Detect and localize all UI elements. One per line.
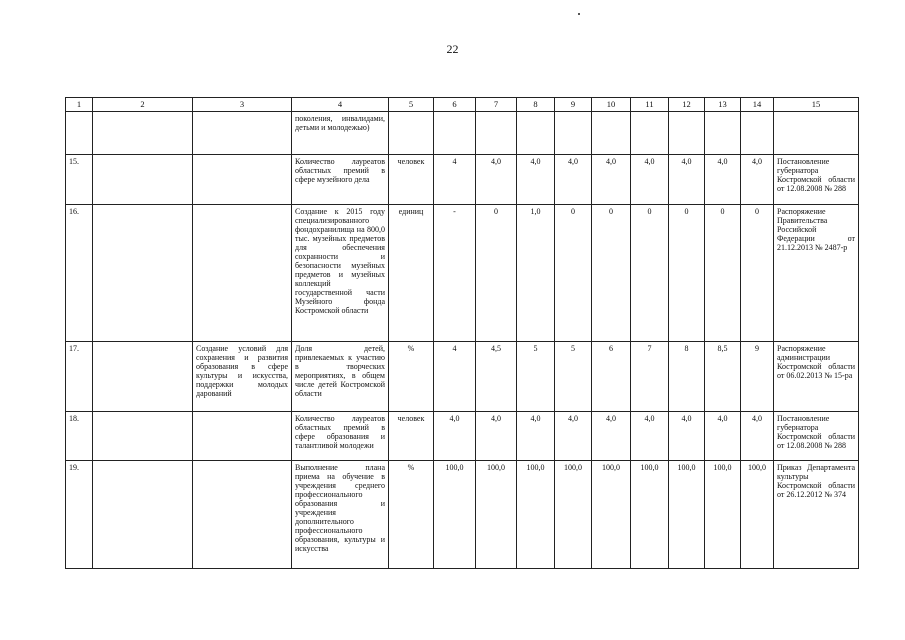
col-header: 13 (705, 98, 741, 112)
value-cell: 4,0 (592, 155, 631, 205)
col-header: 6 (434, 98, 476, 112)
value-cell: 4,0 (434, 412, 476, 461)
value-cell: 0 (669, 205, 705, 342)
table-row (66, 112, 859, 155)
empty-cell (93, 412, 193, 461)
value-cell: 4 (434, 342, 476, 412)
value-cell (705, 112, 741, 155)
value-cell: 4,0 (705, 412, 741, 461)
table-row (66, 412, 859, 461)
row-number: 15. (66, 155, 93, 205)
row-number: 17. (66, 342, 93, 412)
col-header: 4 (292, 98, 389, 112)
value-cell: 4,0 (517, 412, 555, 461)
page-number: 22 (446, 42, 459, 56)
unit-cell: человек (389, 155, 434, 205)
value-cell (592, 112, 631, 155)
activity-cell (193, 155, 292, 205)
value-cell: 100,0 (741, 461, 774, 569)
value-cell: 8,5 (705, 342, 741, 412)
col-header: 7 (476, 98, 517, 112)
empty-cell (93, 112, 193, 155)
unit-cell: % (389, 461, 434, 569)
col-header: 2 (93, 98, 193, 112)
value-cell: 100,0 (434, 461, 476, 569)
value-cell: 4,5 (476, 342, 517, 412)
indicators-table (65, 97, 859, 569)
value-cell: 100,0 (555, 461, 592, 569)
value-cell: 7 (631, 342, 669, 412)
value-cell: 4,0 (555, 412, 592, 461)
value-cell (669, 112, 705, 155)
col-header: 15 (774, 98, 859, 112)
col-header: 11 (631, 98, 669, 112)
value-cell: - (434, 205, 476, 342)
col-header: 5 (389, 98, 434, 112)
value-cell: 4,0 (631, 412, 669, 461)
value-cell: 0 (592, 205, 631, 342)
document-cell: Постановление губернатора Костромской области от 12.08.2008 № 288 (774, 155, 859, 205)
col-header: 3 (193, 98, 292, 112)
document-cell (774, 112, 859, 155)
indicator-name: Выполнение плана приема на обучение в учреждения среднего профессионального образования и учреждения дополнительного профессионального образования, культуры и искусства (292, 461, 389, 569)
indicator-name: Доля детей, привлекаемых к участию в творческих мероприятиях, в общем числе детей Костромской области (292, 342, 389, 412)
value-cell: 4,0 (476, 412, 517, 461)
value-cell: 6 (592, 342, 631, 412)
empty-cell (93, 155, 193, 205)
col-header: 14 (741, 98, 774, 112)
activity-cell (193, 412, 292, 461)
table-row (66, 205, 859, 342)
unit-cell (389, 112, 434, 155)
value-cell (741, 112, 774, 155)
value-cell: 100,0 (705, 461, 741, 569)
unit-cell: человек (389, 412, 434, 461)
col-header: 9 (555, 98, 592, 112)
value-cell: 0 (705, 205, 741, 342)
col-header: 10 (592, 98, 631, 112)
value-cell: 100,0 (476, 461, 517, 569)
activity-cell (193, 205, 292, 342)
row-number: 16. (66, 205, 93, 342)
table-row (66, 342, 859, 412)
value-cell (476, 112, 517, 155)
row-number (66, 112, 93, 155)
indicator-name: Количество лауреатов областных премий в сфере образования и талантливой молодежи (292, 412, 389, 461)
value-cell: 9 (741, 342, 774, 412)
value-cell: 100,0 (631, 461, 669, 569)
table-row (66, 155, 859, 205)
document-cell: Распоряжение Правительства Российской Федерации от 21.12.2013 № 2487-р (774, 205, 859, 342)
value-cell: 4,0 (669, 155, 705, 205)
column-number-row (66, 98, 859, 112)
value-cell (434, 112, 476, 155)
value-cell: 4,0 (705, 155, 741, 205)
value-cell (631, 112, 669, 155)
value-cell: 5 (555, 342, 592, 412)
col-header: 8 (517, 98, 555, 112)
value-cell: 4,0 (631, 155, 669, 205)
activity-cell (193, 112, 292, 155)
value-cell: 4 (434, 155, 476, 205)
document-cell: Постановление губернатора Костромской области от 12.08.2008 № 288 (774, 412, 859, 461)
value-cell: 4,0 (517, 155, 555, 205)
indicator-name: Количество лауреатов областных премий в сфере музейного дела (292, 155, 389, 205)
value-cell: 100,0 (669, 461, 705, 569)
indicator-name: поколения, инвалидами, детьми и молодежью) (292, 112, 389, 155)
value-cell: 8 (669, 342, 705, 412)
value-cell: 0 (741, 205, 774, 342)
empty-cell (93, 205, 193, 342)
value-cell: 0 (631, 205, 669, 342)
value-cell: 1,0 (517, 205, 555, 342)
row-number: 19. (66, 461, 93, 569)
document-cell: Распоряжение администрации Костромской области от 06.02.2013 № 15-ра (774, 342, 859, 412)
activity-cell: Создание условий для сохранения и развития образования в сфере культуры и искусства, поддержки молодых дарований (193, 342, 292, 412)
value-cell (517, 112, 555, 155)
value-cell: 4,0 (592, 412, 631, 461)
value-cell: 100,0 (592, 461, 631, 569)
scan-speck (578, 13, 580, 15)
document-cell: Приказ Департамента культуры Костромской области от 26.12.2012 № 374 (774, 461, 859, 569)
col-header: 1 (66, 98, 93, 112)
value-cell: 4,0 (741, 412, 774, 461)
activity-cell (193, 461, 292, 569)
row-number: 18. (66, 412, 93, 461)
value-cell: 4,0 (476, 155, 517, 205)
col-header: 12 (669, 98, 705, 112)
value-cell: 4,0 (741, 155, 774, 205)
indicator-name: Создание к 2015 году специализированного фондохранилища на 800,0 тыс. музейных предметов для обеспечения сохранности и безопасности музейных предметов и музейных коллекций государственной части Музейного фонда Костромской области (292, 205, 389, 342)
empty-cell (93, 342, 193, 412)
table-row (66, 461, 859, 569)
unit-cell: единиц (389, 205, 434, 342)
value-cell: 4,0 (555, 155, 592, 205)
value-cell: 5 (517, 342, 555, 412)
value-cell: 0 (555, 205, 592, 342)
value-cell (555, 112, 592, 155)
value-cell: 0 (476, 205, 517, 342)
value-cell: 4,0 (669, 412, 705, 461)
value-cell: 100,0 (517, 461, 555, 569)
unit-cell: % (389, 342, 434, 412)
empty-cell (93, 461, 193, 569)
